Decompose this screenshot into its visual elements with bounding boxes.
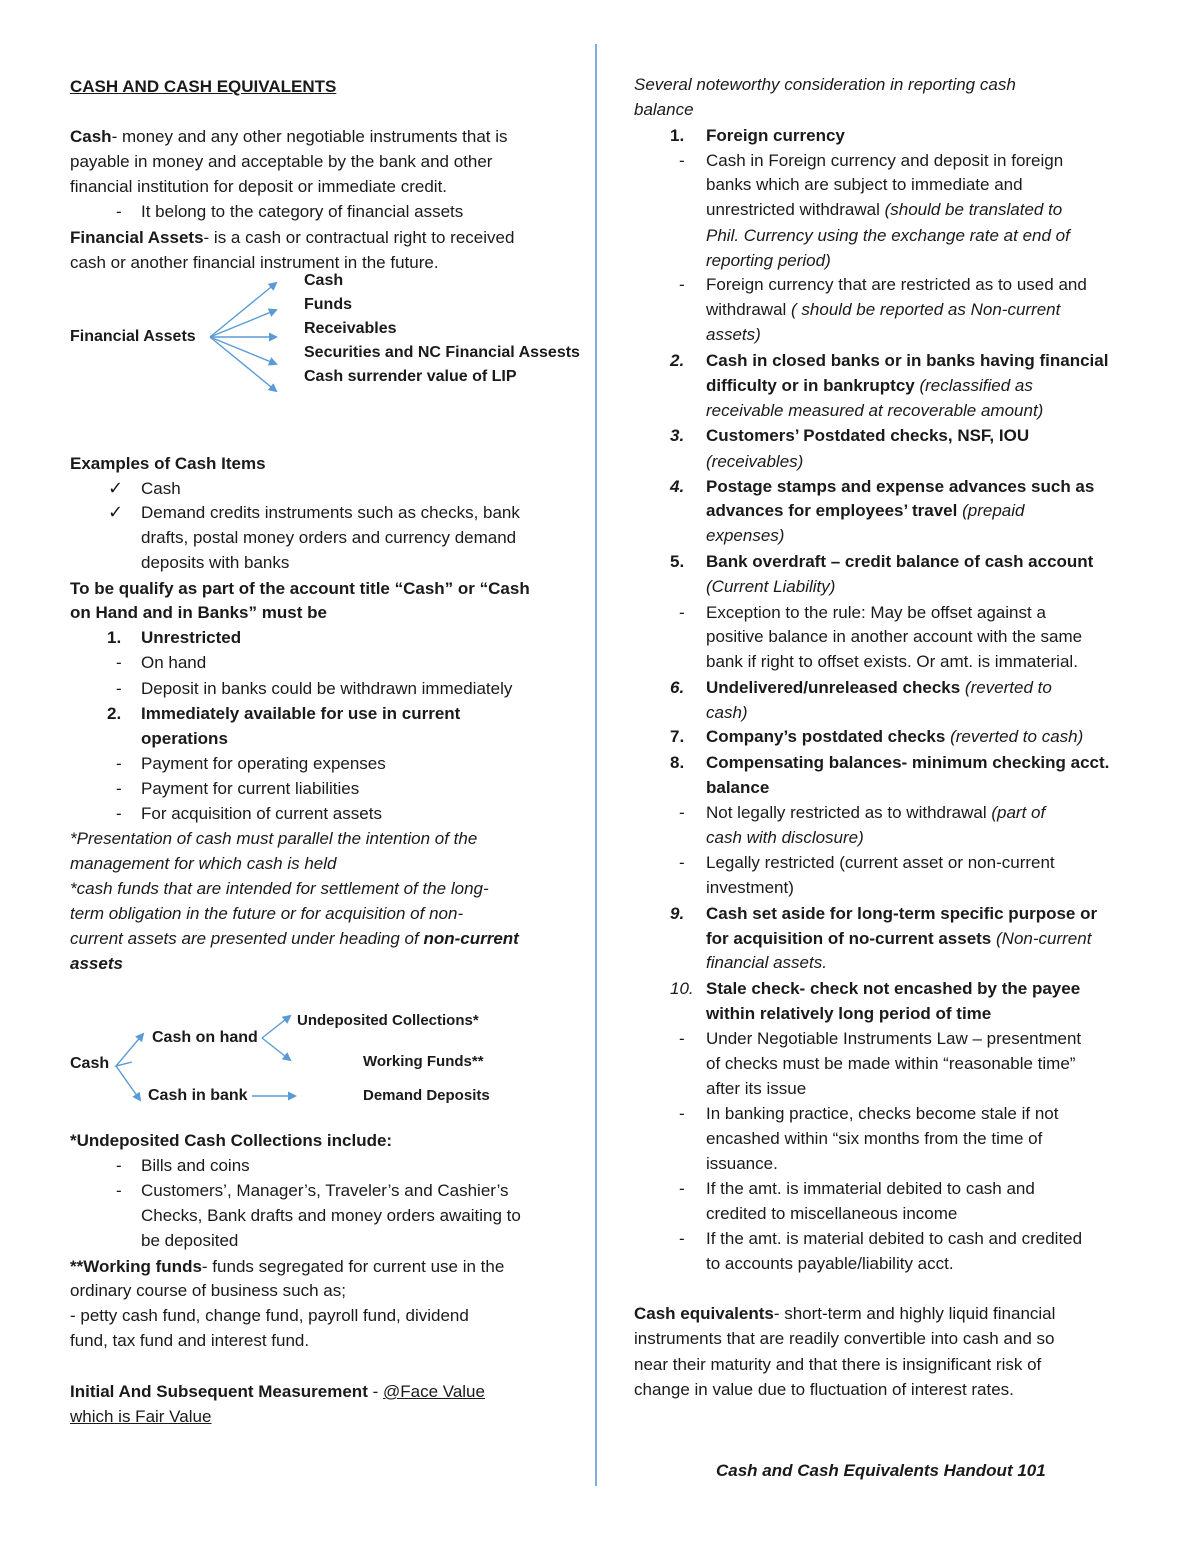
arrow-to-funds — [210, 310, 276, 337]
stale-check-line-1: Stale check- check not encashed by the payee — [706, 979, 1081, 998]
undeposited-node: Undeposited Collections* — [297, 1012, 479, 1029]
measurement-dash: - — [367, 1382, 383, 1401]
dash-bullet: - — [679, 275, 685, 294]
dash-bullet: - — [679, 853, 685, 872]
dash-bullet: - — [116, 679, 122, 698]
list-number: 6. — [670, 678, 685, 697]
list-number: 1. — [670, 126, 685, 145]
overdraft-line-2: (Current Liability) — [706, 577, 836, 596]
fa-branch-csv-lip: Cash surrender value of LIP — [304, 368, 517, 385]
stale-c-line-2: credited to miscellaneous income — [706, 1204, 958, 1223]
available-heading-line-1: Immediately available for use in current — [141, 704, 461, 723]
current-liabilities-bullet: Payment for current liabilities — [141, 779, 360, 798]
list-number: 7. — [670, 727, 685, 746]
qualify-heading-line-2: on Hand and in Banks” must be — [70, 603, 327, 622]
stale-d-line-2: to accounts payable/liability acct. — [706, 1254, 954, 1273]
demand-deposits-node: Demand Deposits — [363, 1087, 490, 1104]
fa-diagram-root: Financial Assets — [70, 328, 196, 345]
bills-coins-bullet: Bills and coins — [141, 1156, 250, 1175]
postage-line-2 — [706, 498, 1024, 523]
measurement-value: @Face Value — [382, 1382, 485, 1401]
fc-a-line-4: Phil. Currency using the exchange rate at end of — [706, 226, 1070, 245]
compensating-a-line-2: cash with disclosure) — [706, 828, 864, 847]
cash-definition-line-3: financial institution for deposit or immediate credit. — [70, 177, 448, 196]
arrow-on-hand-to-undeposited — [262, 1016, 290, 1038]
note-line-3: *cash funds that are intended for settlement of the long- — [70, 879, 489, 898]
fc-a-line-1: Cash in Foreign currency and deposit in foreign — [706, 151, 1064, 170]
page-footer: Cash and Cash Equivalents Handout 101 — [716, 1461, 1046, 1480]
financial-assets-definition-line-2: cash or another financial instrument in the future. — [70, 253, 439, 272]
dash-bullet: - — [116, 1181, 122, 1200]
dash-bullet: - — [116, 202, 122, 221]
working-funds-line-3: - petty cash fund, change fund, payroll fund, dividend — [70, 1306, 469, 1325]
example-cash: Cash — [141, 479, 181, 498]
dash-bullet: - — [116, 653, 122, 672]
stale-c-line-1: If the amt. is immaterial debited to cash and — [706, 1179, 1035, 1198]
check-icon: ✓ — [108, 502, 124, 522]
list-number: 9. — [670, 904, 685, 923]
right-intro-line-2: balance — [634, 100, 694, 119]
company-postdated-line — [706, 724, 1083, 749]
arrow-to-securities — [210, 337, 276, 364]
examples-heading: Examples of Cash Items — [70, 454, 266, 473]
cash-definition-text: - money and any other negotiable instruments that is — [111, 127, 508, 146]
dash-bullet: - — [116, 1156, 122, 1175]
compensating-a-note: (part of — [991, 803, 1046, 822]
dash-bullet: - — [116, 754, 122, 773]
measurement-line-1 — [70, 1379, 485, 1404]
arrow-to-csv-lip — [210, 337, 276, 391]
compensating-a-line-1 — [706, 800, 1045, 825]
postage-note: (prepaid — [962, 501, 1025, 520]
fa-branch-securities: Securities and NC Financial Assests — [304, 344, 580, 361]
stale-b-line-2: encashed within “six months from the time of — [706, 1129, 1043, 1148]
operating-expenses-bullet: Payment for operating expenses — [141, 754, 386, 773]
arrow-to-cash — [210, 283, 276, 337]
available-heading-line-2: operations — [141, 729, 228, 748]
list-number: 2. — [107, 704, 122, 723]
dash-bullet: - — [679, 1179, 685, 1198]
fa-branch-cash: Cash — [304, 272, 344, 289]
measurement-line-2: which is Fair Value — [70, 1407, 212, 1426]
arrow-cash-to-on-hand — [116, 1034, 143, 1066]
cash-equivalents-line-1 — [634, 1301, 1055, 1326]
fc-a-line-5: reporting period) — [706, 251, 831, 270]
dash-bullet: - — [679, 603, 685, 622]
deposit-bullet: Deposit in banks could be withdrawn immediately — [141, 679, 513, 698]
dash-bullet: - — [679, 803, 685, 822]
stale-check-line-2: within relatively long period of time — [706, 1004, 992, 1023]
fc-b-note: ( should be reported as Non-current — [791, 300, 1061, 319]
set-aside-text: for acquisition of no-current assets — [706, 929, 996, 948]
stale-a-line-1: Under Negotiable Instruments Law – presentment — [706, 1029, 1082, 1048]
fc-a-note: (should be translated to — [884, 200, 1063, 219]
stale-a-line-2: of checks must be made within “reasonable time” — [706, 1054, 1076, 1073]
list-number: 2. — [670, 351, 685, 370]
financial-assets-definition-text: - is a cash or contractual right to received — [203, 228, 515, 247]
example-demand-line-2: drafts, postal money orders and currency demand — [141, 528, 517, 547]
overdraft-exception-line-3: bank if right to offset exists. Or amt. is immaterial. — [706, 652, 1078, 671]
dash-bullet: - — [679, 151, 685, 170]
current-assets-bullet: For acquisition of current assets — [141, 804, 382, 823]
cash-on-hand-node: Cash on hand — [152, 1029, 258, 1046]
list-number: 1. — [107, 628, 122, 647]
note-emphasis: non-current — [423, 929, 519, 948]
postage-text: advances for employees’ travel — [706, 501, 963, 520]
set-aside-note: (Non-current — [996, 929, 1092, 948]
compensating-line-2: balance — [706, 778, 770, 797]
fc-a-line-3 — [706, 197, 1062, 222]
overdraft-exception-line-2: positive balance in another account with the same — [706, 627, 1083, 646]
compensating-a-text: Not legally restricted as to withdrawal — [706, 803, 992, 822]
stale-b-line-3: issuance. — [706, 1154, 778, 1173]
working-funds-text: - funds segregated for current use in the — [201, 1257, 505, 1276]
working-funds-line-1 — [70, 1254, 504, 1279]
cash-equivalents-line-3: near their maturity and that there is insignificant risk of — [634, 1355, 1042, 1374]
measurement-term: Initial And Subsequent Measurement — [70, 1382, 368, 1401]
arrow-on-hand-to-working — [262, 1038, 290, 1060]
undelivered-text: Undelivered/unreleased checks — [706, 678, 965, 697]
example-demand-line-1: Demand credits instruments such as checks, bank — [141, 503, 520, 522]
dash-bullet: - — [679, 1229, 685, 1248]
overdraft-exception-line-1: Exception to the rule: May be offset against a — [706, 603, 1046, 622]
checks-bullet-line-1: Customers’, Manager’s, Traveler’s and Cashier’s — [141, 1181, 509, 1200]
dash-bullet: - — [679, 1104, 685, 1123]
compensating-b-line-2: investment) — [706, 878, 794, 897]
example-demand-line-3: deposits with banks — [141, 553, 290, 572]
note-line-5 — [70, 926, 519, 951]
fc-b-line-1: Foreign currency that are restricted as to used and — [706, 275, 1087, 294]
cash-equivalents-text: - short-term and highly liquid financial — [773, 1304, 1056, 1323]
set-aside-line-2 — [706, 926, 1091, 951]
on-hand-bullet: On hand — [141, 653, 207, 672]
financial-assets-term: Financial Assets — [70, 228, 204, 247]
overdraft-line-1: Bank overdraft – credit balance of cash account — [706, 552, 1094, 571]
fc-b-line-2 — [706, 297, 1060, 322]
cash-equivalents-line-2: instruments that are readily convertible into cash and so — [634, 1329, 1055, 1348]
note-line-1: *Presentation of cash must parallel the intention of the — [70, 829, 478, 848]
cash-in-bank-node: Cash in bank — [148, 1087, 248, 1104]
postage-line-3: expenses) — [706, 526, 785, 545]
undelivered-note: (reverted to — [964, 678, 1052, 697]
fc-a-text: unrestricted withdrawal — [706, 200, 885, 219]
financial-assets-definition-line-1 — [70, 225, 514, 250]
closed-banks-line-3: receivable measured at recoverable amount) — [706, 401, 1044, 420]
cash-term: Cash — [70, 127, 112, 146]
working-funds-line-4: fund, tax fund and interest fund. — [70, 1331, 310, 1350]
compensating-b-line-1: Legally restricted (current asset or non-current — [706, 853, 1055, 872]
cash-diagram-root: Cash — [70, 1055, 110, 1072]
column-divider — [595, 44, 597, 1486]
check-icon: ✓ — [108, 478, 124, 498]
working-funds-node: Working Funds** — [363, 1053, 484, 1070]
list-number: 10. — [670, 979, 694, 998]
closed-banks-line-2 — [706, 373, 1033, 398]
closed-banks-note: (reclassified as — [919, 376, 1033, 395]
company-postdated-note: (reverted to cash) — [950, 727, 1084, 746]
stale-b-line-1: In banking practice, checks become stale if not — [706, 1104, 1059, 1123]
closed-banks-line-1: Cash in closed banks or in banks having financial — [706, 351, 1109, 370]
postdated-checks-line-1: Customers’ Postdated checks, NSF, IOU — [706, 426, 1030, 445]
list-number: 4. — [670, 477, 685, 496]
company-postdated-text: Company’s postdated checks — [706, 727, 951, 746]
page-title: CASH AND CASH EQUIVALENTS — [70, 77, 337, 96]
right-intro-line-1: Several noteworthy consideration in reporting cash — [634, 75, 1016, 94]
set-aside-line-1: Cash set aside for long-term specific purpose or — [706, 904, 1098, 923]
fa-branch-funds: Funds — [304, 296, 352, 313]
foreign-currency-heading: Foreign currency — [706, 126, 845, 145]
checks-bullet-line-2: Checks, Bank drafts and money orders awaiting to — [141, 1206, 521, 1225]
note-line-4: term obligation in the future or for acquisition of non- — [70, 904, 464, 923]
qualify-heading-line-1: To be qualify as part of the account title “Cash” or “Cash — [70, 579, 530, 598]
unrestricted-heading: Unrestricted — [141, 628, 242, 647]
working-funds-term: **Working funds — [70, 1257, 202, 1276]
list-number: 8. — [670, 753, 685, 772]
note-line-6: assets — [70, 954, 123, 973]
cash-definition-line-2: payable in money and acceptable by the bank and other — [70, 152, 493, 171]
set-aside-line-3: financial assets. — [706, 953, 827, 972]
list-number: 5. — [670, 552, 685, 571]
note-text: current assets are presented under heading of — [70, 929, 424, 948]
fa-branch-receivables: Receivables — [304, 320, 397, 337]
closed-banks-text: difficulty or in bankruptcy — [706, 376, 920, 395]
list-number: 3. — [670, 426, 685, 445]
arrow-cash-to-in-bank — [116, 1066, 140, 1100]
postdated-checks-line-2: (receivables) — [706, 452, 804, 471]
fc-b-line-3: assets) — [706, 325, 761, 344]
cash-category-bullet: It belong to the category of financial assets — [141, 202, 464, 221]
undelivered-line-1 — [706, 675, 1052, 700]
checks-bullet-line-3: be deposited — [141, 1231, 239, 1250]
fc-a-line-2: banks which are subject to immediate and — [706, 175, 1023, 194]
cash-equivalents-term: Cash equivalents — [634, 1304, 774, 1323]
undeposited-heading: *Undeposited Cash Collections include: — [70, 1131, 393, 1150]
dash-bullet: - — [679, 1029, 685, 1048]
stale-d-line-1: If the amt. is material debited to cash and credited — [706, 1229, 1083, 1248]
fc-b-text: withdrawal — [706, 300, 792, 319]
cash-definition-line-1 — [70, 124, 508, 149]
cash-equivalents-line-4: change in value due to fluctuation of interest rates. — [634, 1380, 1014, 1399]
dash-bullet: - — [116, 804, 122, 823]
stale-a-line-3: after its issue — [706, 1079, 807, 1098]
undelivered-line-2: cash) — [706, 703, 748, 722]
dash-bullet: - — [116, 779, 122, 798]
postage-line-1: Postage stamps and expense advances such as — [706, 477, 1095, 496]
working-funds-line-2: ordinary course of business such as; — [70, 1281, 346, 1300]
note-line-2: management for which cash is held — [70, 854, 337, 873]
compensating-line-1: Compensating balances- minimum checking acct. — [706, 753, 1110, 772]
